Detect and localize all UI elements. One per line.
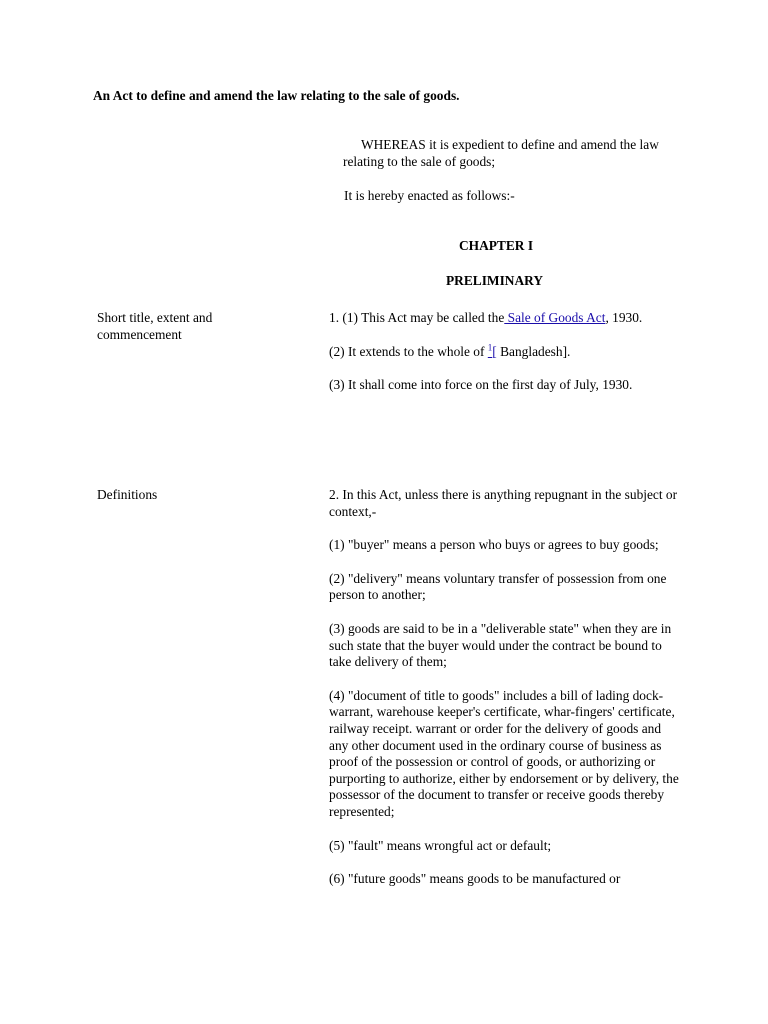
footnote-bracket: [ xyxy=(492,343,497,359)
act-long-title: An Act to define and amend the law relating to the sale of goods. xyxy=(93,88,460,103)
definition-item: (2) "delivery" means voluntary transfer of possession from one person to another; xyxy=(329,570,667,603)
whereas-text: WHEREAS it is expedient to define and amend the law relating to the sale of goods; xyxy=(343,137,659,169)
margin-note-definitions: Definitions xyxy=(97,487,158,502)
definition-item: (1) "buyer" means a person who buys or agrees to buy goods; xyxy=(329,537,659,553)
section-2-intro: 2. In this Act, unless there is anything repugnant in the subject or context,- xyxy=(329,487,678,519)
footnote-link[interactable] xyxy=(488,344,497,359)
section-1-para-2-suffix: Bangladesh]. xyxy=(496,343,571,359)
definition-item: (5) "fault" means wrongful act or default; xyxy=(329,837,552,853)
section-1-para-1 xyxy=(329,310,679,327)
definition-item: (6) "future goods" means goods to be manufactured or xyxy=(329,871,621,887)
section-2-body xyxy=(329,487,679,905)
section-1-body xyxy=(329,310,679,411)
section-1-para-2-text: (2) It extends to the whole of xyxy=(329,343,488,359)
preamble-whereas xyxy=(343,137,673,170)
section-1-para-3: (3) It shall come into force on the first day of July, 1930. xyxy=(329,377,633,393)
chapter-heading: CHAPTER I xyxy=(459,238,534,253)
enacting-clause: It is hereby enacted as follows:- xyxy=(344,188,515,203)
footnote-mark: 1 xyxy=(487,342,493,353)
definition-item: (4) "document of title to goods" includes a bill of lading dock-warrant, warehouse keeper's certificate, whar-fingers' certificate, railway receipt. warrant or order for the delivery of goods and any other document used in the ordinary course of business as proof of the possession or control of goods, or authorizing or purporting to authorize, either by endorsement or by delivery, the possessor of the document to transfer or receive goods thereby represented; xyxy=(329,687,679,819)
definition-item: (3) goods are said to be in a "deliverable state" when they are in such state that the buyer would under the contract be bound to take delivery of them; xyxy=(329,620,672,670)
margin-note-short-title: Short title, extent and commencement xyxy=(97,310,213,342)
section-1-para-1-suffix: , 1930. xyxy=(605,310,643,325)
section-1-para-1-text: 1. (1) This Act may be called the xyxy=(329,310,505,325)
section-1-para-2 xyxy=(329,344,679,361)
chapter-title: PRELIMINARY xyxy=(446,273,543,288)
sale-of-goods-act-link[interactable]: Sale of Goods Act xyxy=(504,310,606,325)
